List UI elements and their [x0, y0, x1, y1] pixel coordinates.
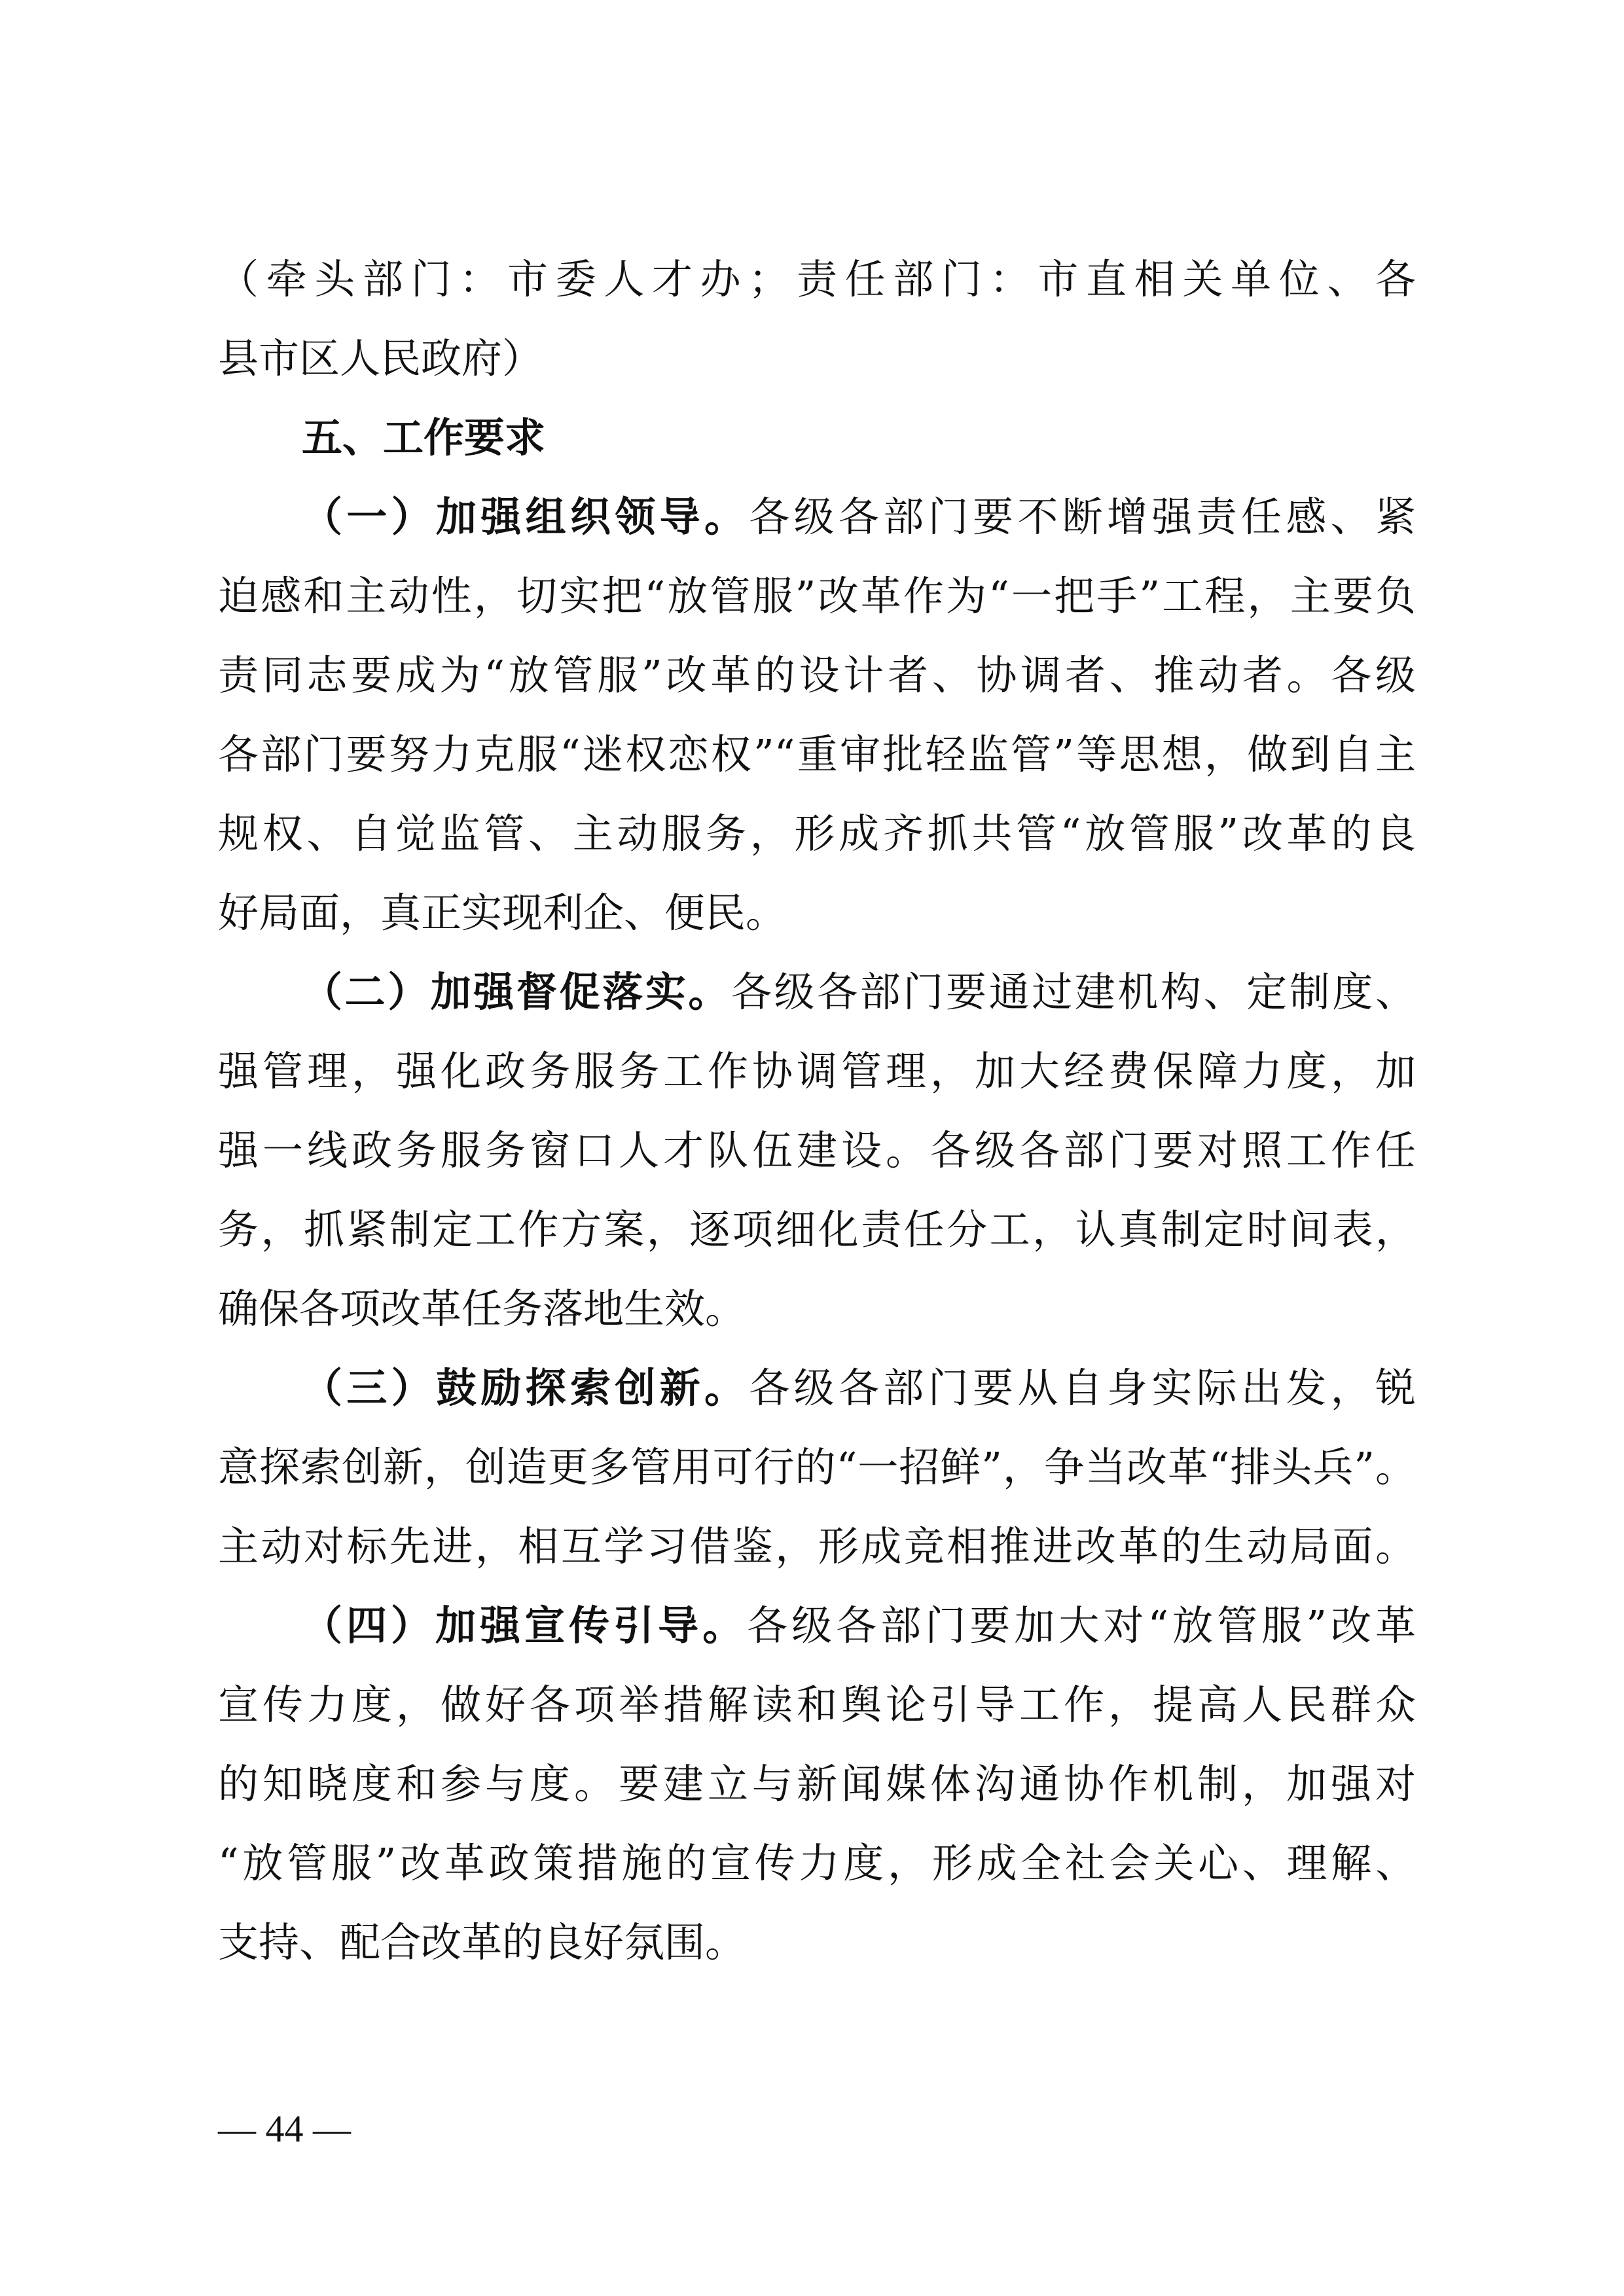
- paragraph-line: 支持、配合改革的良好氛围。: [218, 1918, 746, 1966]
- paragraph-line: 县市区人民政府）: [218, 334, 543, 382]
- paragraph-line: 宣传力度，做好各项举措解读和舆论引导工作，提高人民群众: [218, 1681, 1416, 1729]
- paragraph-lead-label: （四）加强宣传引导。: [302, 1602, 748, 1649]
- paragraph-line: 迫感和主动性，切实把“放管服”改革作为“一把手”工程，主要负: [218, 572, 1416, 620]
- paragraph-lead-label: （三）鼓励探索创新。: [302, 1364, 749, 1412]
- paragraph-lead-line: [302, 966, 1416, 1018]
- paragraph-lead-text: 各级各部门要不断增强责任感、紧: [749, 493, 1416, 541]
- paragraph-line: 强一线政务服务窗口人才队伍建设。各级各部门要对照工作任: [218, 1126, 1416, 1174]
- paragraph-line: 的知晓度和参与度。要建立与新闻媒体沟通协作机制，加强对: [218, 1760, 1416, 1808]
- paragraph-lead-line: [302, 1600, 1416, 1652]
- paragraph-line: 确保各项改革任务落地生效。: [218, 1285, 746, 1333]
- paragraph-line: 规权、自觉监管、主动服务，形成齐抓共管“放管服”改革的良: [218, 810, 1416, 857]
- paragraph-line: 主动对标先进，相互学习借鉴，形成竞相推进改革的生动局面。: [218, 1522, 1416, 1570]
- paragraph-lead-text: 各级各部门要加大对“放管服”改革: [747, 1602, 1416, 1649]
- paragraph-lead-label: （一）加强组织领导。: [302, 493, 749, 541]
- section-heading: 五、工作要求: [302, 414, 546, 461]
- paragraph-line: “放管服”改革政策措施的宣传力度，形成全社会关心、理解、: [218, 1839, 1416, 1887]
- paragraph-line: 好局面，真正实现利企、便民。: [218, 889, 787, 937]
- paragraph-lead-line: [302, 491, 1416, 543]
- paragraph-line: 责同志要成为“放管服”改革的设计者、协调者、推动者。各级: [218, 651, 1416, 699]
- paragraph-lead-text: 各级各部门要通过建机构、定制度、: [731, 968, 1416, 1016]
- paragraph-line: 务，抓紧制定工作方案，逐项细化责任分工，认真制定时间表，: [218, 1206, 1416, 1253]
- paragraph-lead-text: 各级各部门要从自身实际出发，锐: [749, 1364, 1416, 1412]
- paragraph-line: 强管理，强化政务服务工作协调管理，加大经费保障力度，加: [218, 1047, 1416, 1095]
- paragraph-line: （牵头部门：市委人才办；责任部门：市直相关单位、各: [218, 255, 1416, 303]
- page-number: — 44 —: [218, 2108, 351, 2150]
- paragraph-lead-label: （二）加强督促落实。: [302, 968, 731, 1016]
- paragraph-line: 各部门要努力克服“迷权恋权”“重审批轻监管”等思想，做到自主: [218, 730, 1416, 778]
- paragraph-line: 意探索创新，创造更多管用可行的“一招鲜”，争当改革“排头兵”。: [218, 1443, 1416, 1491]
- paragraph-lead-line: [302, 1362, 1416, 1414]
